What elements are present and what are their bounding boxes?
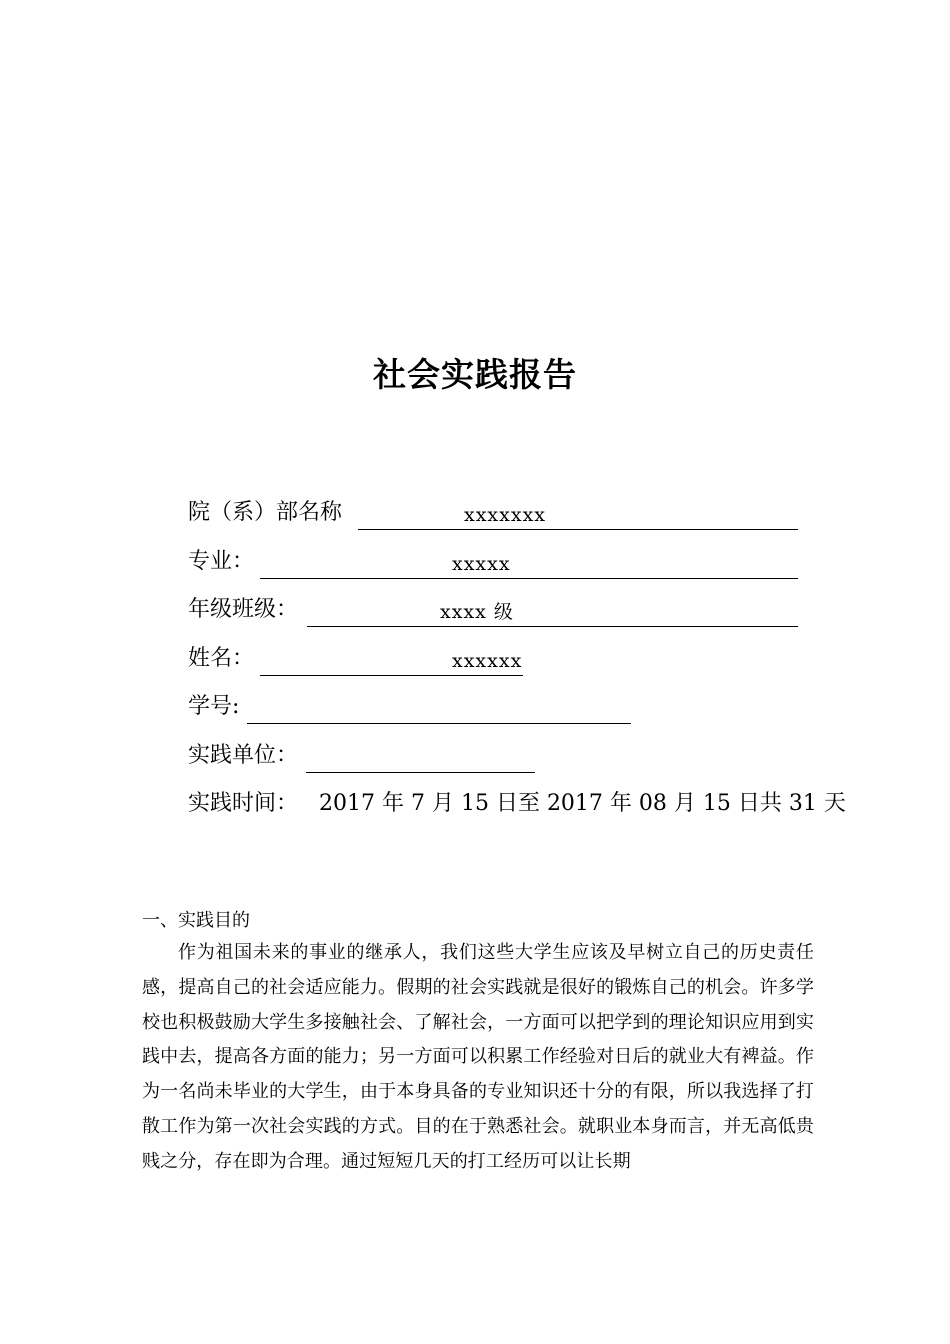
- practice-unit-label: 实践单位：: [188, 743, 299, 768]
- grade-class-underline[interactable]: [307, 593, 798, 627]
- name-underline[interactable]: [260, 642, 523, 676]
- form-row-practice-unit: [188, 739, 536, 773]
- major-underline[interactable]: [260, 545, 798, 579]
- section-paragraph: 作为祖国未来的事业的继承人，我们这些大学生应该及早树立自己的历史责任感，提高自己的社会适应能力。假期的社会实践就是很好的锻炼自己的机会。许多学校也积极鼓励大学生多接触社会、了解社会，一方面可以把学到的理论知识应用到实践中去，提高各方面的能力；另一方面可以积累工作经验对日后的就业大有裨益。作为一名尚未毕业的大学生，由于本身具备的专业知识还十分的有限，所以我选择了打散工作为第一次社会实践的方式。目的在于熟悉社会。就职业本身而言，并无高低贵贱之分，存在即为合理。通过短短几天的打工经历可以让长期: [142, 942, 814, 1172]
- form-row-major: [188, 545, 798, 579]
- grade-class-label: 年级班级：: [188, 597, 299, 622]
- name-label: 姓名：: [188, 646, 255, 671]
- practice-time-label: 实践时间：: [188, 791, 299, 816]
- form-row-name: [188, 642, 528, 676]
- form-row-grade-class: [188, 593, 798, 627]
- department-underline[interactable]: [358, 496, 798, 530]
- name-value: xxxxxx: [452, 650, 523, 672]
- major-label: 专业：: [188, 549, 255, 574]
- report-title: 社会实践报告: [373, 355, 577, 394]
- department-value: xxxxxxx: [464, 504, 547, 526]
- practice-unit-underline[interactable]: [306, 739, 535, 773]
- student-id-underline[interactable]: [247, 690, 631, 724]
- major-value: xxxxx: [452, 553, 511, 575]
- form-row-student-id: [188, 690, 631, 724]
- section-practice-purpose: [142, 906, 814, 1180]
- grade-class-value: xxxx 级: [440, 601, 514, 623]
- form-row-department: [188, 496, 798, 530]
- practice-time-value: 2017 年 7 月 15 日至 2017 年 08 月 15 日共 31 天: [319, 791, 846, 816]
- section-heading: 一、实践目的: [142, 910, 250, 931]
- student-id-label: 学号:: [188, 694, 240, 719]
- form-row-practice-time: [188, 787, 846, 821]
- department-label: 院（系）部名称: [188, 500, 343, 525]
